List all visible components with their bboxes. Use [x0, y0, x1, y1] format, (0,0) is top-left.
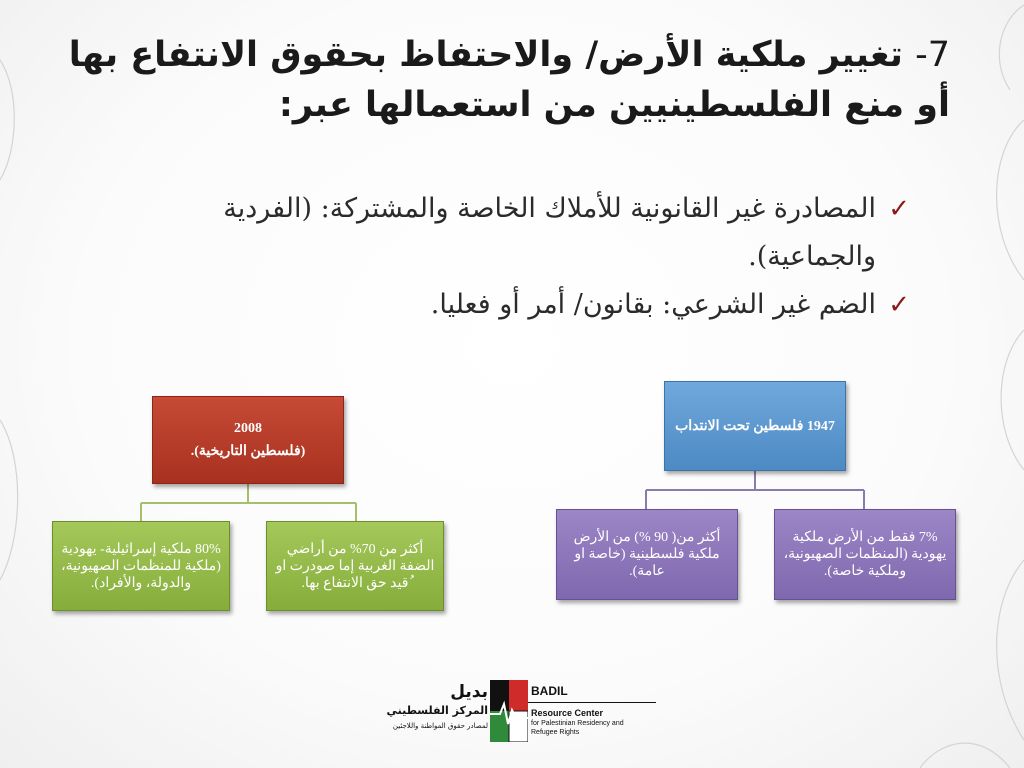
- logo-divider: [528, 702, 656, 703]
- box-1947-left-text: أكثر من( 90 %) من الأرض ملكية فلسطينية (خاصة او عامة).: [573, 530, 721, 579]
- title-number: 7-: [915, 35, 950, 75]
- logo-english-name: BADIL: [531, 684, 568, 698]
- box-2008-right-text: أكثر من 70% من أراضي الضفة الغربية إما صودرت او ُقيد حق الانتفاع بها.: [275, 541, 435, 591]
- box-1947-mandate: [664, 381, 846, 471]
- box-1947-label: 1947 فلسطين تحت الانتداب: [675, 418, 835, 434]
- logo-english-center: Resource Center: [531, 708, 604, 718]
- box-2008-left-text: 80% ملكية إسرائيلية- يهودية (ملكية للمنظمات الصهيونية، والدولة، والأفراد).: [61, 541, 221, 591]
- box-2008-west-bank: [266, 521, 444, 611]
- bullet-text-2: الضم غير الشرعي: بقانون/ أمر أو فعليا.: [430, 289, 876, 320]
- logo-emblem-icon: [490, 680, 528, 742]
- box-1947-palestinian-ownership: [556, 509, 738, 600]
- box-1947-jewish-ownership: [774, 509, 956, 600]
- box-2008-year: 2008: [234, 421, 262, 436]
- bullet-list: [90, 185, 910, 329]
- bullet-item-2: [90, 281, 910, 329]
- checkmark-icon: ✓: [888, 194, 910, 224]
- title-line-2: أو منع الفلسطينيين من استعمالها عبر:: [278, 85, 950, 125]
- bullet-item-1: [90, 185, 910, 281]
- bullet-text-1: المصادرة غير القانونية للأملاك الخاصة والمشتركة: (الفردية والجماعية).: [223, 193, 876, 272]
- slide-title: [60, 30, 950, 130]
- logo-arabic-name: بديل: [450, 682, 488, 702]
- logo-arabic-subtitle: لمصادر حقوق المواطنة واللاجئين: [392, 722, 488, 730]
- title-text-1: تغيير ملكية الأرض/ والاحتفاظ بحقوق الانتفاع بها: [68, 35, 903, 75]
- title-line-1: [60, 30, 950, 80]
- logo-english-subtitle-1: for Palestinian Residency and: [531, 720, 624, 727]
- logo-english-subtitle-2: Refugee Rights: [531, 729, 580, 736]
- badil-logo: [330, 680, 660, 742]
- box-2008-label: (فلسطين التاريخية).: [190, 444, 306, 459]
- box-1947-right-text: 7% فقط من الأرض ملكية يهودية (المنظمات الصهيونية، وملكية خاصة).: [783, 530, 947, 579]
- checkmark-icon: ✓: [888, 290, 910, 320]
- box-2008-historic-palestine: [152, 396, 344, 484]
- box-2008-israeli-ownership: [52, 521, 230, 611]
- logo-arabic-center: المركز الفلسطيني: [386, 704, 488, 717]
